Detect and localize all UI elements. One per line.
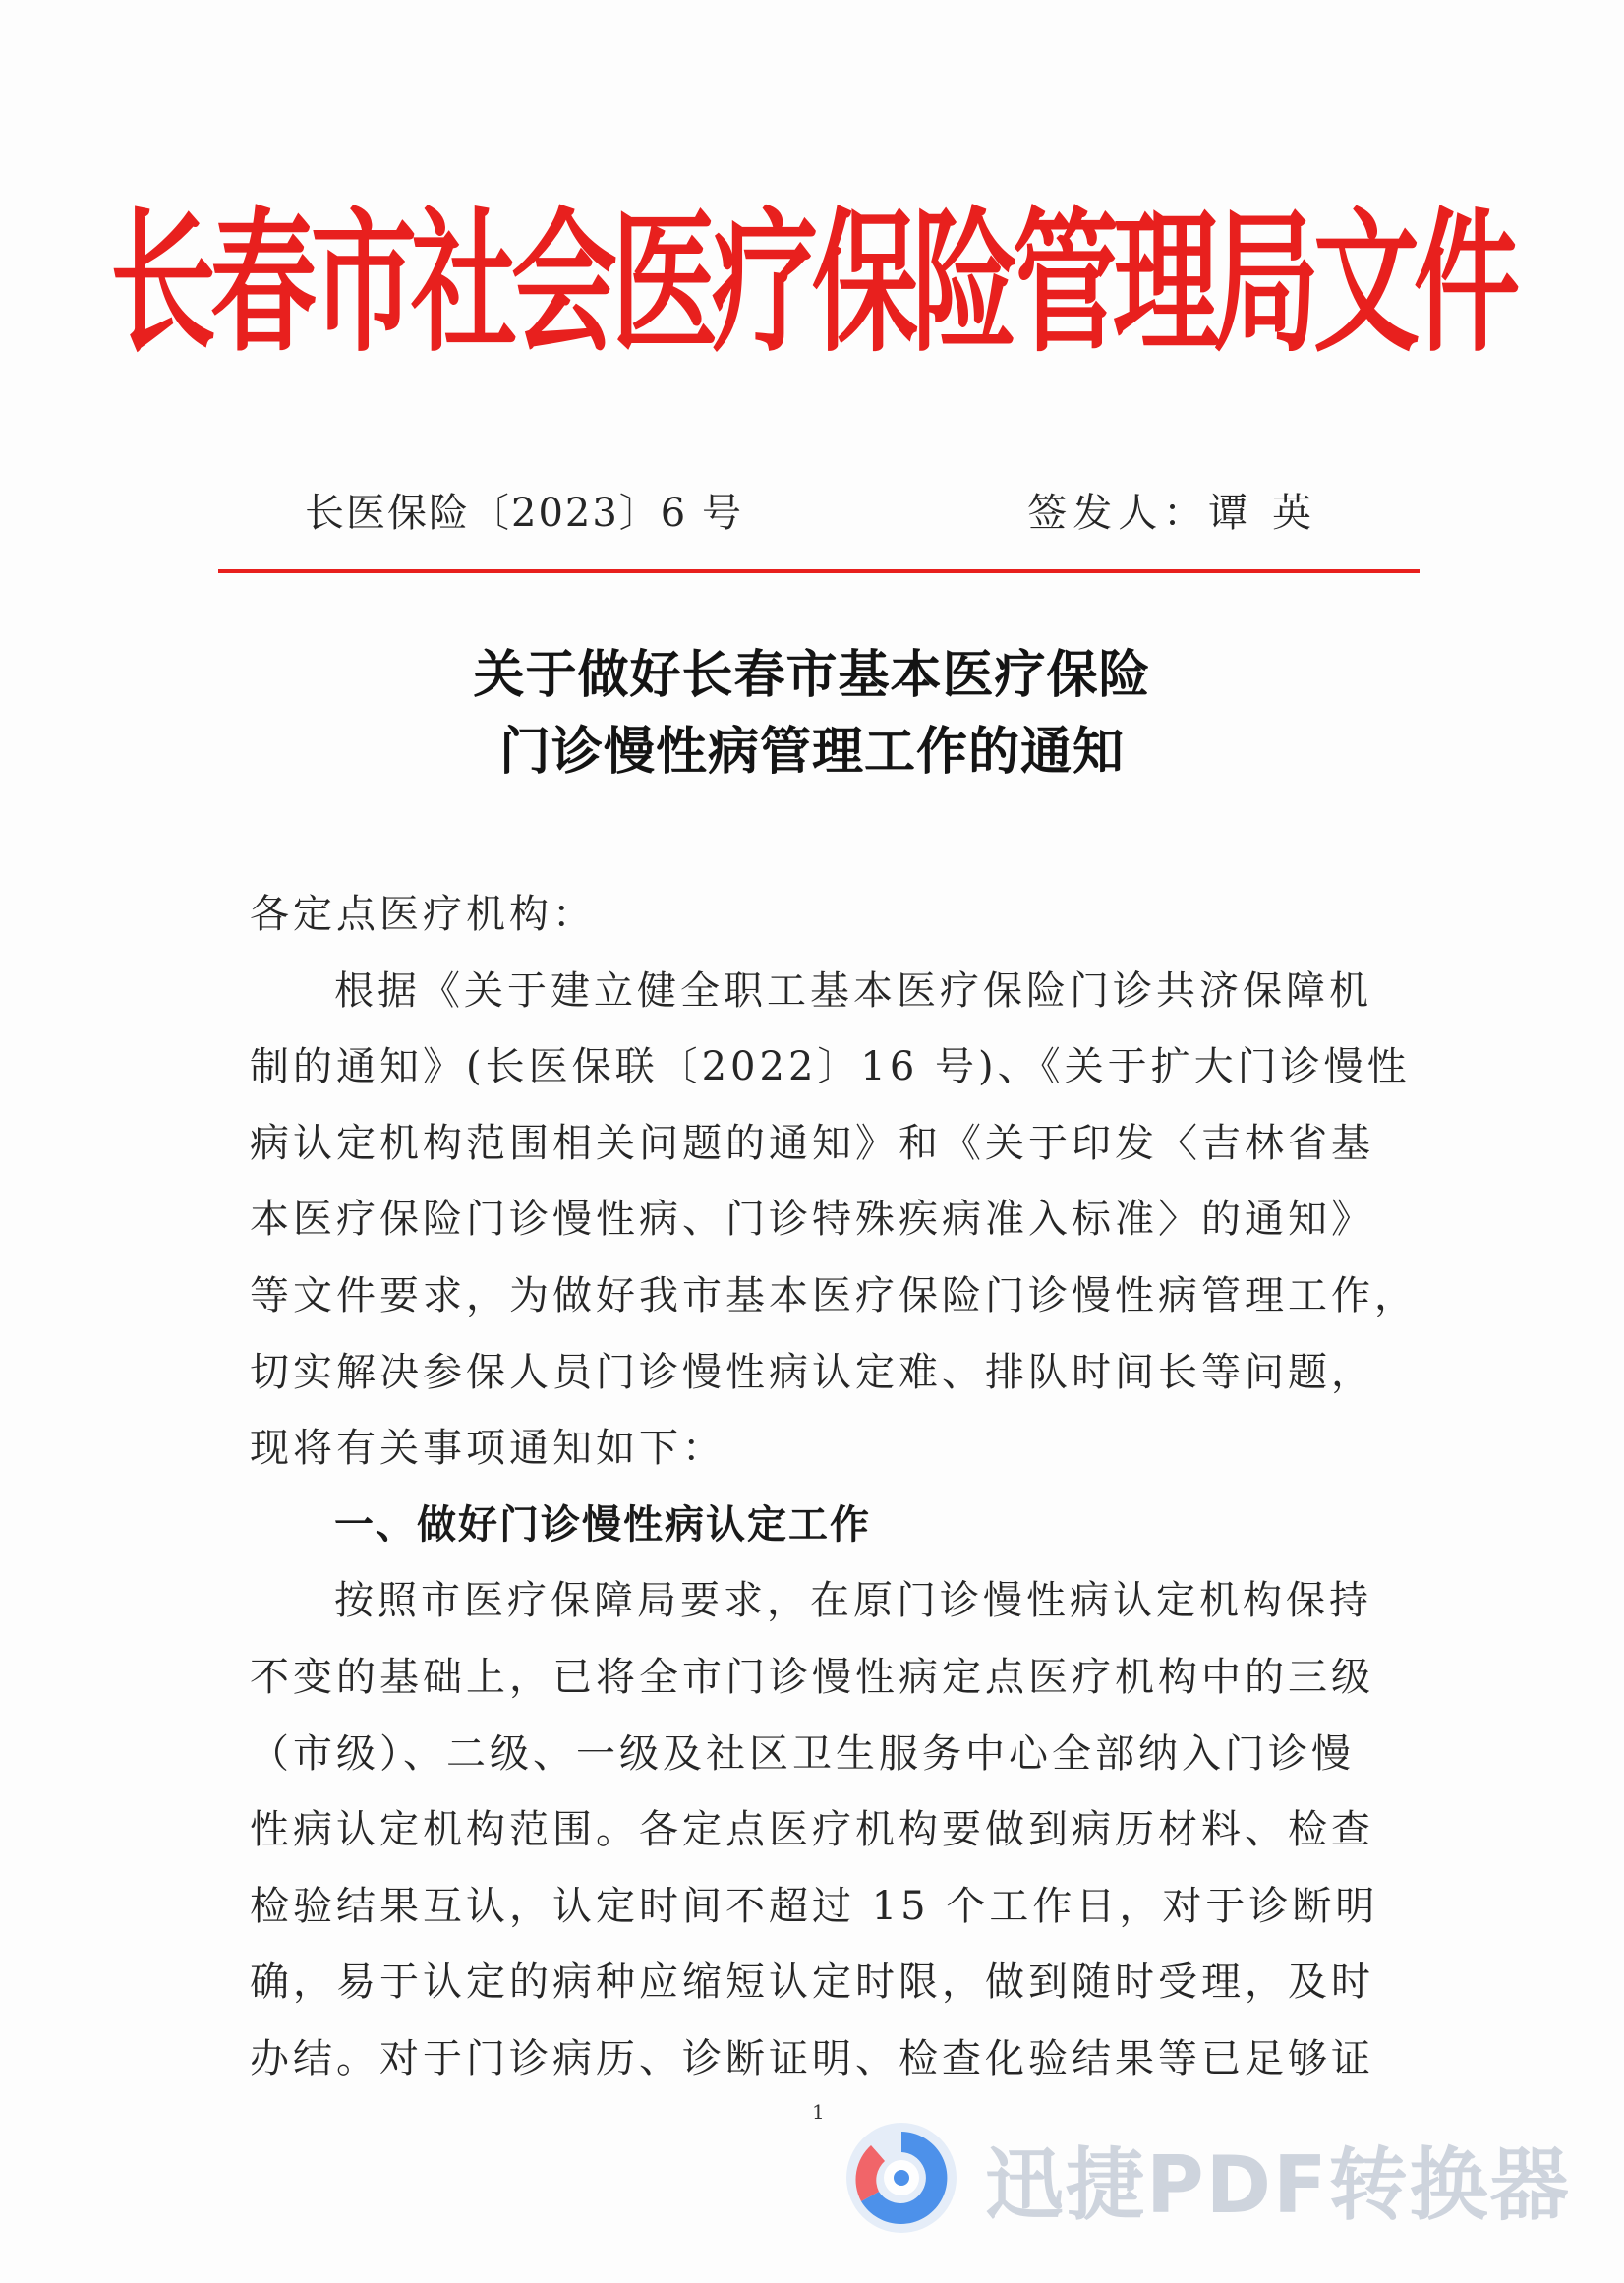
body-line: 等文件要求，为做好我市基本医疗保险门诊慢性病管理工作， [250, 1272, 1418, 1318]
xunjie-logo-icon [841, 2118, 961, 2238]
body-line: 不变的基础上，已将全市门诊慢性病定点医疗机构中的三级 [250, 1654, 1374, 1700]
document-number: 长医保险〔2023〕6 号 [305, 490, 743, 536]
title-line: 关于做好长春市基本医疗保险 [473, 645, 1151, 705]
salutation: 各定点医疗机构： [250, 892, 596, 937]
section-heading: 一、做好门诊慢性病认定工作 [334, 1501, 871, 1548]
masthead [110, 187, 1515, 383]
title-line: 门诊慢性病管理工作的通知 [498, 722, 1125, 782]
body-line: 制的通知》(长医保联〔2022〕16 号)、《关于扩大门诊慢性 [250, 1044, 1411, 1090]
body-line: 本医疗保险门诊慢性病、门诊特殊疾病准入标准〉的通知》 [250, 1197, 1374, 1243]
watermark-text: 迅捷PDF转换器 [985, 2138, 1571, 2231]
body-line: 切实解决参保人员门诊慢性病认定难、排队时间长等问题， [250, 1349, 1374, 1395]
body-line: 按照市医疗保障局要求，在原门诊慢性病认定机构保持 [334, 1578, 1372, 1624]
page-number: 1 [812, 2100, 825, 2124]
body-line: 检验结果互认，认定时间不超过 15 个工作日，对于诊断明 [250, 1883, 1379, 1929]
watermark [841, 2114, 1571, 2242]
notice-body [250, 877, 1418, 2098]
body-line: （市级）、二级、一级及社区卫生服务中心全部纳入门诊慢 [250, 1730, 1355, 1777]
body-line: 现将有关事项通知如下： [250, 1426, 725, 1472]
masthead-title: 长春市社会医疗保险管理局文件 [110, 195, 1515, 374]
signer: 签发人：谭 英 [1027, 490, 1317, 536]
notice-title [197, 637, 1427, 790]
body-line: 病认定机构范围相关问题的通知》和《关于印发〈吉林省基 [250, 1120, 1374, 1166]
body-line: 确，易于认定的病种应缩短认定时限，做到随时受理，及时 [250, 1960, 1374, 2006]
doc-info-line [305, 480, 1317, 539]
body-line: 办结。对于门诊病历、诊断证明、检查化验结果等已足够证 [250, 2035, 1374, 2081]
body-line: 性病认定机构范围。各定点医疗机构要做到病历材料、检查 [250, 1807, 1374, 1853]
body-line: 根据《关于建立健全职工基本医疗保险门诊共济保障机 [334, 967, 1372, 1014]
red-divider [218, 569, 1420, 573]
